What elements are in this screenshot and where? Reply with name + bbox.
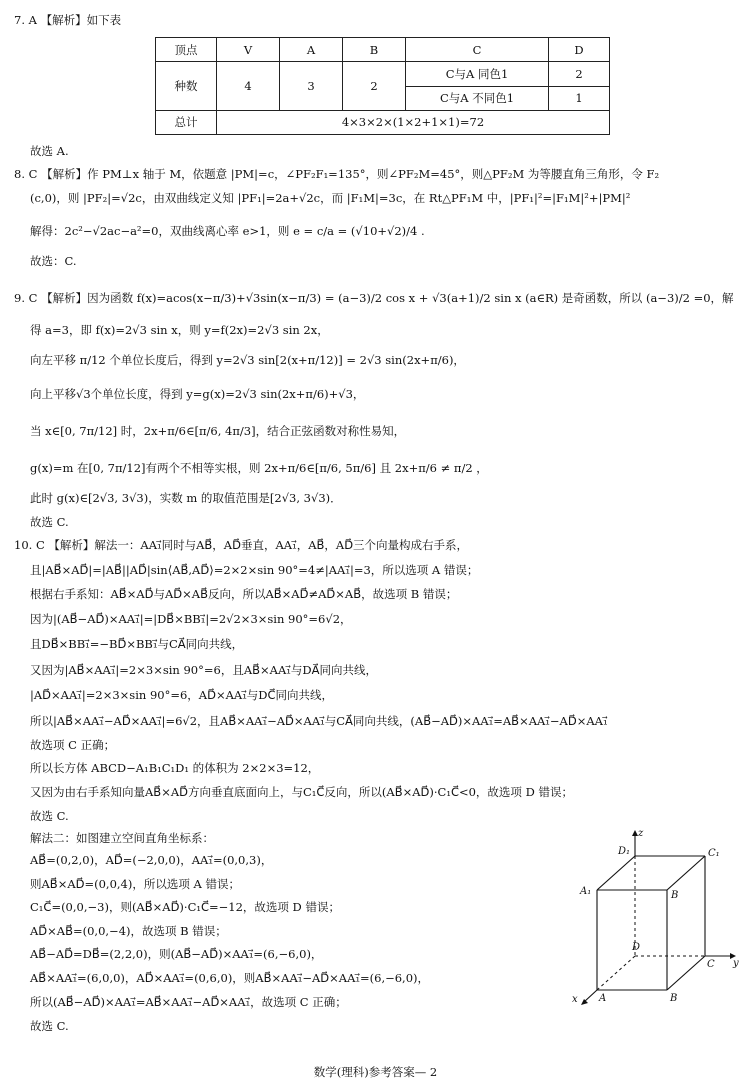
q9-line: 向上平移√3个单位长度，得到 y=g(x)=2√3 sin(2x+π/6)+√3， (30, 387, 365, 401)
q9-line: 当 x∈[0, 7π/12] 时，2x+π/6∈[π/6, 4π/3]，结合正弦函数对称性易知， (30, 424, 406, 438)
q8-line: (c,0)，则 |PF₂|=√2c，由双曲线定义知 |PF₁|=2a+√2c，而 |F₁M|=3c，在 Rt△PF₁M 中，|PF₁|²=|F₁M|²+|PM|² (30, 191, 631, 205)
vertex-label: B (671, 890, 679, 901)
vertex-label: A (599, 993, 607, 1004)
table-cell: 4 (217, 62, 280, 111)
q10-line: AD⃗×AB⃗=(0,0,−4)，故选项 B 错误； (30, 924, 227, 938)
q9-line: 此时 g(x)∈[2√3, 3√3)，实数 m 的取值范围是[2√3, 3√3)． (30, 491, 342, 505)
q10-line: AB⃗=(0,2,0)，AD⃗=(−2,0,0)，AA₁⃗=(0,0,3)， (30, 853, 273, 867)
table-cell: 2 (549, 62, 610, 86)
table-cell: 顶点 (156, 38, 217, 62)
q10-line: 则AB⃗×AD⃗=(0,0,4)，所以选项 A 错误； (30, 877, 240, 891)
table-cell: A (280, 38, 343, 62)
vertex-label: D (632, 942, 641, 953)
q10-line: 所以(AB⃗−AD⃗)×AA₁⃗=AB⃗×AA₁⃗−AD⃗×AA₁⃗，故选项 C 正确； (30, 995, 347, 1009)
vertex-label: C₁ (708, 848, 720, 859)
q10-line: 因为|(AB⃗−AD⃗)×AA₁⃗|=|DB⃗×BB₁⃗|=2√2×3×sin 90°=6√2， (30, 612, 352, 626)
q9-answer: 故选 C. (30, 515, 69, 529)
table-cell: 总计 (156, 110, 217, 134)
table-cell: 种数 (156, 62, 217, 111)
table-cell: D (549, 38, 610, 62)
q10-line: 根据右手系知：AB⃗×AD⃗与AD⃗×AB⃗反向，所以AB⃗×AD⃗≠AD⃗×AB⃗，故选项 B 错误； (30, 587, 458, 601)
axis-label-y: y (733, 958, 739, 969)
table-cell: C (406, 38, 549, 62)
q10-line: 故选 C. (30, 809, 69, 823)
q9-line: 向左平移 π/12 个单位长度后，得到 y=2√3 sin[2(x+π/12)] = 2√3 sin(2x+π/6)， (30, 353, 465, 367)
q10-line: 且|AB⃗×AD⃗|=|AB⃗||AD⃗|sin⟨AB⃗,AD⃗⟩=2×2×sin 90°=4≠|AA₁⃗|=3，所以选项 A 错误； (30, 563, 479, 577)
axis-label-z: z (638, 828, 644, 839)
table-cell: C与A 同色1 (406, 62, 549, 86)
q8-answer: 故选：C. (30, 254, 77, 268)
vertex-label: B (670, 993, 678, 1004)
table-cell: C与A 不同色1 (406, 86, 549, 110)
q9-line: g(x)=m 在[0, 7π/12]有两个不相等实根，则 2x+π/6∈[π/6, 5π/6] 且 2x+π/6 ≠ π/2 ， (30, 461, 488, 475)
table-cell: 2 (343, 62, 406, 111)
q10-line: C₁C⃗=(0,0,−3)，则(AB⃗×AD⃗)·C₁C⃗=−12，故选项 D 错误； (30, 900, 340, 914)
page-footer: 数学(理科)参考答案— 2 (313, 1065, 438, 1079)
vertex-label: C (707, 959, 715, 970)
q10-answer: 故选 C. (30, 1019, 69, 1033)
q10-line: 又因为由右手系知向量AB⃗×AD⃗方向垂直底面向上，与C₁C⃗反向，所以(AB⃗×AD⃗)·C₁C⃗<0，故选项 D 错误； (30, 785, 573, 799)
vertex-label: A₁ (580, 886, 592, 897)
q10-line: 所以|AB⃗×AA₁⃗−AD⃗×AA₁⃗|=6√2，且AB⃗×AA₁⃗−AD⃗×AA₁⃗与CA⃗同向共线，(AB⃗−AD⃗)×AA₁⃗=AB⃗×AA₁⃗−AD⃗×AA₁⃗ (30, 714, 608, 728)
q7-heading: 7. A 【解析】如下表 (14, 13, 122, 27)
q7-answer: 故选 A. (30, 144, 69, 158)
vertex-label: D₁ (618, 846, 631, 857)
q10-line: 解法二：如图建立空间直角坐标系： (30, 831, 214, 845)
table-cell: 3 (280, 62, 343, 111)
q10-line: 10. C 【解析】解法一：AA₁⃗同时与AB⃗，AD⃗垂直，AA₁⃗，AB⃗，AD⃗三个向量构成右手系， (14, 538, 469, 552)
cuboid-figure (570, 826, 745, 1016)
table-cell: 1 (549, 86, 610, 110)
q8-line: 解得：2c²−√2ac−a²=0，双曲线离心率 e>1，则 e = c/a = (√10+√2)/4 . (30, 224, 425, 238)
q10-line: 且DB⃗×BB₁⃗=−BD⃗×BB₁⃗与CA⃗同向共线， (30, 637, 244, 651)
q10-line: |AD⃗×AA₁⃗|=2×3×sin 90°=6，AD⃗×AA₁⃗与DC⃗同向共线， (30, 688, 334, 702)
q8-line: 8. C 【解析】作 PM⊥x 轴于 M，依题意 |PM|=c，∠PF₂F₁=135°，则∠PF₂M=45°，则△PF₂M 为等腰直角三角形，令 F₂ (14, 167, 660, 181)
q9-line: 得 a=3，即 f(x)=2√3 sin x，则 y=f(2x)=2√3 sin 2x， (30, 323, 329, 337)
q9-line: 9. C 【解析】因为函数 f(x)=acos(x−π/3)+√3sin(x−π/3) = (a−3)/2 cos x + √3(a+1)/2 sin x (a∈R) 是奇函数，所以 (a−3)/2 =0，解 (14, 291, 734, 305)
q10-line: 所以长方体 ABCD−A₁B₁C₁D₁ 的体积为 2×2×3=12， (30, 761, 320, 775)
table-cell: B (343, 38, 406, 62)
q10-line: 又因为|AB⃗×AA₁⃗|=2×3×sin 90°=6，且AB⃗×AA₁⃗与DA⃗同向共线， (30, 663, 377, 677)
table-cell: 4×3×2×(1×2+1×1)=72 (217, 110, 610, 134)
q10-line: AB⃗×AA₁⃗=(6,0,0)，AD⃗×AA₁⃗=(0,6,0)，则AB⃗×AA₁⃗−AD⃗×AA₁⃗=(6,−6,0)， (30, 971, 430, 985)
q10-line: AB⃗−AD⃗=DB⃗=(2,2,0)，则(AB⃗−AD⃗)×AA₁⃗=(6,−6,0)， (30, 947, 323, 961)
table-cell: V (217, 38, 280, 62)
axis-label-x: x (572, 994, 578, 1005)
q7-table (155, 37, 610, 135)
q10-line: 故选项 C 正确； (30, 738, 116, 752)
